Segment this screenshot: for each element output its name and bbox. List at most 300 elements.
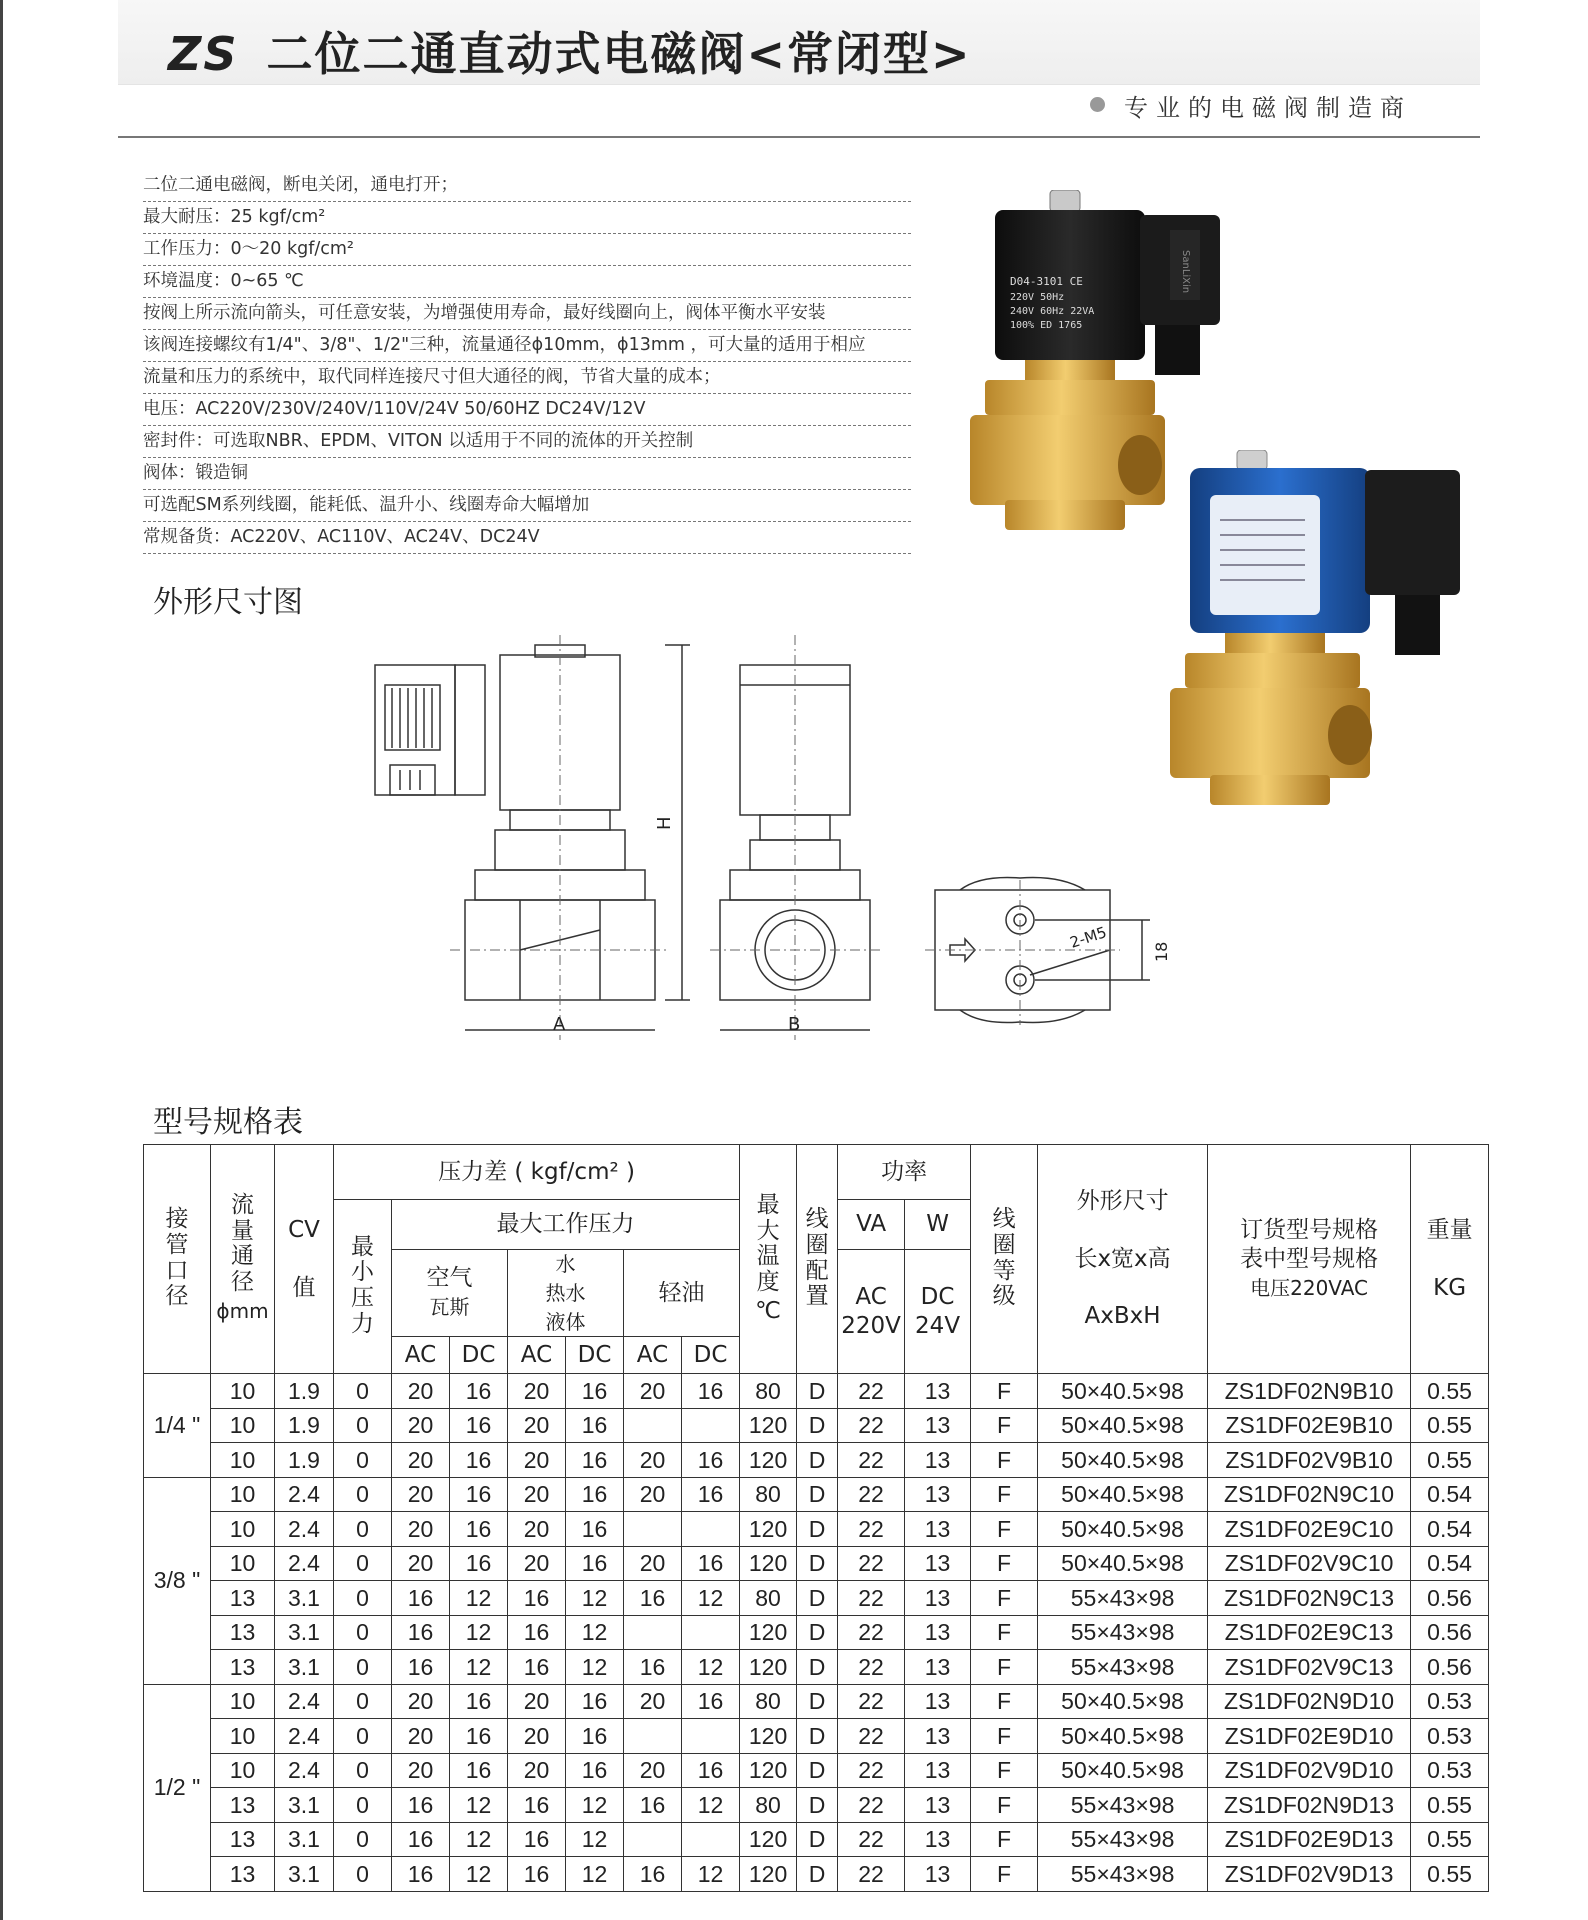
th-ac220: AC 220V	[838, 1250, 905, 1374]
table-cell: D	[797, 1684, 838, 1719]
spec-table-head	[144, 1145, 1489, 1374]
table-row	[144, 1581, 1489, 1616]
table-cell: 0.55	[1411, 1374, 1489, 1409]
table-cell: 3.1	[275, 1857, 334, 1892]
table-cell: 120	[740, 1650, 797, 1685]
table-cell: 16	[392, 1615, 450, 1650]
table-cell: 16	[566, 1443, 624, 1478]
table-cell: 50×40.5×98	[1038, 1443, 1208, 1478]
table-cell: 20	[508, 1684, 566, 1719]
table-cell: 13	[211, 1857, 275, 1892]
table-cell	[682, 1615, 740, 1650]
table-cell: 1.9	[275, 1374, 334, 1409]
th-air-ac: AC	[392, 1337, 450, 1374]
table-cell: 20	[392, 1374, 450, 1409]
table-cell: D	[797, 1650, 838, 1685]
table-cell: 80	[740, 1477, 797, 1512]
table-cell: 12	[682, 1650, 740, 1685]
table-cell: 16	[450, 1719, 508, 1754]
page-edge	[0, 0, 3, 1920]
table-cell: ZS1DF02V9D10	[1208, 1753, 1411, 1788]
table-cell: ZS1DF02E9D13	[1208, 1822, 1411, 1857]
table-cell: 0	[334, 1374, 392, 1409]
table-cell: 0	[334, 1822, 392, 1857]
table-cell: 0	[334, 1477, 392, 1512]
table-cell: 22	[838, 1477, 905, 1512]
table-cell: 13	[905, 1477, 971, 1512]
table-cell: 10	[211, 1408, 275, 1443]
table-cell: 2.4	[275, 1546, 334, 1581]
table-row	[144, 1822, 1489, 1857]
table-cell: 2.4	[275, 1753, 334, 1788]
table-cell: 0	[334, 1615, 392, 1650]
table-cell: D	[797, 1408, 838, 1443]
table-cell	[682, 1822, 740, 1857]
spec-line: 二位二通电磁阀，断电关闭，通电打开；	[143, 170, 911, 202]
table-cell: 12	[682, 1788, 740, 1823]
table-cell: 50×40.5×98	[1038, 1719, 1208, 1754]
table-cell	[682, 1719, 740, 1754]
table-cell: 16	[450, 1684, 508, 1719]
table-cell: 3.1	[275, 1615, 334, 1650]
table-cell: 12	[450, 1581, 508, 1616]
table-cell: 1.9	[275, 1408, 334, 1443]
table-cell: 13	[905, 1374, 971, 1409]
table-cell: 12	[566, 1650, 624, 1685]
table-cell: 10	[211, 1477, 275, 1512]
table-cell: 0	[334, 1788, 392, 1823]
table-cell: 13	[211, 1581, 275, 1616]
section-title-spec-table: 型号规格表	[153, 1105, 303, 1140]
table-cell: 12	[450, 1788, 508, 1823]
table-cell: 20	[624, 1753, 682, 1788]
table-cell: 20	[508, 1546, 566, 1581]
table-cell: 13	[905, 1719, 971, 1754]
table-cell: 20	[392, 1408, 450, 1443]
table-cell: 16	[392, 1857, 450, 1892]
table-cell: F	[971, 1408, 1038, 1443]
table-cell: 0.53	[1411, 1684, 1489, 1719]
title-code: ZS	[168, 27, 239, 81]
table-cell: 80	[740, 1374, 797, 1409]
table-cell: 13	[905, 1443, 971, 1478]
table-cell: D	[797, 1512, 838, 1547]
table-cell: 22	[838, 1408, 905, 1443]
table-row	[144, 1788, 1489, 1823]
table-cell: 50×40.5×98	[1038, 1374, 1208, 1409]
port-size-cell: 3/8 "	[144, 1477, 211, 1684]
dim-18-label: 18	[1152, 941, 1171, 962]
table-cell: 50×40.5×98	[1038, 1512, 1208, 1547]
table-cell: D	[797, 1788, 838, 1823]
table-cell: ZS1DF02N9D10	[1208, 1684, 1411, 1719]
table-cell: 0	[334, 1581, 392, 1616]
table-cell: 22	[838, 1788, 905, 1823]
table-cell: D	[797, 1857, 838, 1892]
table-cell: 16	[508, 1788, 566, 1823]
spec-line: 流量和压力的系统中，取代同样连接尺寸但大通径的阀，节省大量的成本；	[143, 362, 911, 394]
table-cell: 20	[392, 1753, 450, 1788]
table-cell: 20	[508, 1374, 566, 1409]
table-cell: 0	[334, 1753, 392, 1788]
table-cell: ZS1DF02N9C13	[1208, 1581, 1411, 1616]
table-cell: F	[971, 1650, 1038, 1685]
table-cell: D	[797, 1546, 838, 1581]
th-flow: 流量通径 ϕmm	[211, 1145, 275, 1374]
table-cell: 10	[211, 1374, 275, 1409]
th-oil-ac: AC	[624, 1337, 682, 1374]
table-cell: 2.4	[275, 1512, 334, 1547]
th-coil-config: 线圈配置	[797, 1145, 838, 1374]
table-cell: 22	[838, 1443, 905, 1478]
table-cell: 16	[450, 1374, 508, 1409]
table-cell: 0.55	[1411, 1822, 1489, 1857]
table-cell: 13	[211, 1788, 275, 1823]
table-cell	[624, 1408, 682, 1443]
table-cell: 13	[905, 1546, 971, 1581]
table-cell: F	[971, 1512, 1038, 1547]
table-cell: 120	[740, 1512, 797, 1547]
table-row	[144, 1374, 1489, 1409]
spec-table	[143, 1144, 1489, 1892]
table-cell: 12	[566, 1822, 624, 1857]
table-cell	[624, 1512, 682, 1547]
table-cell: 16	[566, 1684, 624, 1719]
spec-line: 电压：AC220V/230V/240V/110V/24V 50/60HZ DC24V/12V	[143, 394, 911, 426]
table-cell: 20	[508, 1408, 566, 1443]
photo-label-1: D04-3101 CE	[1010, 275, 1083, 288]
spec-line: 按阀上所示流向箭头，可任意安装，为增强使用寿命，最好线圈向上，阀体平衡水平安装	[143, 298, 911, 330]
table-cell: 2.4	[275, 1719, 334, 1754]
table-cell: 20	[392, 1443, 450, 1478]
table-cell: 16	[450, 1753, 508, 1788]
spec-line: 密封件：可选取NBR、EPDM、VITON 以适用于不同的流体的开关控制	[143, 426, 911, 458]
table-cell: 3.1	[275, 1788, 334, 1823]
table-cell: D	[797, 1753, 838, 1788]
table-cell: 120	[740, 1719, 797, 1754]
table-cell: 20	[624, 1546, 682, 1581]
table-cell: 50×40.5×98	[1038, 1408, 1208, 1443]
table-cell: 20	[508, 1443, 566, 1478]
page-title	[168, 18, 972, 84]
table-cell: 10	[211, 1719, 275, 1754]
th-water: 水 热水 液体	[508, 1250, 624, 1337]
table-row	[144, 1443, 1489, 1478]
table-cell: ZS1DF02N9B10	[1208, 1374, 1411, 1409]
table-cell: 13	[211, 1822, 275, 1857]
table-cell: 0.56	[1411, 1615, 1489, 1650]
table-cell: D	[797, 1615, 838, 1650]
table-cell: 12	[682, 1857, 740, 1892]
table-cell: 20	[624, 1374, 682, 1409]
table-cell: F	[971, 1477, 1038, 1512]
table-cell: 20	[392, 1684, 450, 1719]
table-row	[144, 1408, 1489, 1443]
table-cell: 55×43×98	[1038, 1615, 1208, 1650]
table-cell: 16	[682, 1374, 740, 1409]
th-air: 空气 瓦斯	[392, 1250, 508, 1337]
dim-b-label: B	[788, 1014, 801, 1035]
table-cell: F	[971, 1753, 1038, 1788]
table-cell: 20	[392, 1719, 450, 1754]
th-va: VA	[838, 1200, 905, 1250]
table-cell: 50×40.5×98	[1038, 1546, 1208, 1581]
table-cell: F	[971, 1719, 1038, 1754]
table-cell: 0.53	[1411, 1753, 1489, 1788]
table-cell: 16	[566, 1408, 624, 1443]
table-cell: 3.1	[275, 1822, 334, 1857]
table-cell: 10	[211, 1512, 275, 1547]
th-w: W	[905, 1200, 971, 1250]
table-cell: D	[797, 1374, 838, 1409]
table-cell: 20	[392, 1477, 450, 1512]
table-cell: 12	[566, 1581, 624, 1616]
table-cell: 22	[838, 1650, 905, 1685]
table-cell: 12	[450, 1615, 508, 1650]
table-row	[144, 1650, 1489, 1685]
table-cell: 22	[838, 1512, 905, 1547]
table-cell: 2.4	[275, 1477, 334, 1512]
table-cell: 13	[905, 1822, 971, 1857]
table-cell	[682, 1512, 740, 1547]
table-cell: 20	[508, 1719, 566, 1754]
table-cell: 3.1	[275, 1650, 334, 1685]
title-text: 二位二通直动式电磁阀<常闭型>	[266, 27, 972, 81]
table-cell: 20	[508, 1512, 566, 1547]
table-cell: 16	[508, 1857, 566, 1892]
table-cell: 13	[905, 1408, 971, 1443]
table-cell	[624, 1822, 682, 1857]
table-cell: 120	[740, 1822, 797, 1857]
th-cv: CV 值	[275, 1145, 334, 1374]
table-cell: D	[797, 1719, 838, 1754]
th-order: 订货型号规格 表中型号规格 电压220VAC	[1208, 1145, 1411, 1374]
th-dims: 外形尺寸 长x宽x高 AxBxH	[1038, 1145, 1208, 1374]
table-cell: F	[971, 1615, 1038, 1650]
table-cell: ZS1DF02V9C10	[1208, 1546, 1411, 1581]
table-cell: 0.54	[1411, 1546, 1489, 1581]
table-cell: ZS1DF02N9D13	[1208, 1788, 1411, 1823]
table-cell: 13	[905, 1512, 971, 1547]
table-cell: 55×43×98	[1038, 1822, 1208, 1857]
table-cell: 16	[392, 1788, 450, 1823]
table-cell: 22	[838, 1374, 905, 1409]
table-cell: 12	[450, 1857, 508, 1892]
table-cell: 0	[334, 1512, 392, 1547]
table-cell: 20	[508, 1753, 566, 1788]
table-cell: 13	[905, 1650, 971, 1685]
table-cell: 16	[392, 1650, 450, 1685]
table-cell: 16	[508, 1650, 566, 1685]
table-cell: 0	[334, 1650, 392, 1685]
th-max-work: 最大工作压力	[392, 1200, 740, 1250]
header-rule	[118, 136, 1480, 138]
table-cell: 1.9	[275, 1443, 334, 1478]
table-cell: 13	[905, 1581, 971, 1616]
table-cell: 120	[740, 1408, 797, 1443]
table-cell: 16	[508, 1581, 566, 1616]
th-dc24: DC 24V	[905, 1250, 971, 1374]
table-row	[144, 1477, 1489, 1512]
table-cell: 16	[624, 1581, 682, 1616]
table-cell: 20	[392, 1546, 450, 1581]
table-cell: F	[971, 1788, 1038, 1823]
th-power: 功率	[838, 1145, 971, 1200]
table-row	[144, 1684, 1489, 1719]
table-cell: 20	[624, 1443, 682, 1478]
table-cell: D	[797, 1822, 838, 1857]
table-cell: ZS1DF02E9B10	[1208, 1408, 1411, 1443]
table-cell: 16	[392, 1581, 450, 1616]
th-pressure-diff: 压力差 ( kgf/cm² )	[334, 1145, 740, 1200]
table-cell: D	[797, 1477, 838, 1512]
table-cell: 2.4	[275, 1684, 334, 1719]
port-size-cell: 1/2 "	[144, 1684, 211, 1891]
table-cell: 12	[450, 1822, 508, 1857]
table-cell: 13	[905, 1615, 971, 1650]
table-cell: 16	[566, 1546, 624, 1581]
table-cell: 16	[450, 1443, 508, 1478]
table-cell: 13	[905, 1684, 971, 1719]
table-cell: 3.1	[275, 1581, 334, 1616]
table-cell: 0	[334, 1443, 392, 1478]
table-row	[144, 1546, 1489, 1581]
spec-line: 该阀连接螺纹有1/4"、3/8"、1/2"三种，流量通径ϕ10mm，ϕ13mm ，可大量的适用于相应	[143, 330, 911, 362]
table-cell: 10	[211, 1684, 275, 1719]
table-cell: 12	[682, 1581, 740, 1616]
table-cell: 13	[211, 1650, 275, 1685]
table-cell: 0.54	[1411, 1512, 1489, 1547]
tagline-dot-icon	[1090, 97, 1105, 112]
table-cell: 22	[838, 1822, 905, 1857]
table-cell: 16	[566, 1477, 624, 1512]
table-cell: ZS1DF02E9D10	[1208, 1719, 1411, 1754]
table-cell: 16	[624, 1857, 682, 1892]
spec-line: 可选配SM系列线圈，能耗低、温升小、线圈寿命大幅增加	[143, 490, 911, 522]
table-cell: 16	[450, 1477, 508, 1512]
dim-thread-label: 2-M5	[1067, 923, 1109, 952]
photo-brand: SanLiXin	[1180, 250, 1191, 294]
table-cell: 20	[392, 1512, 450, 1547]
photo-label-3: 240V 60Hz 22VA	[1010, 306, 1095, 317]
table-cell: 0.55	[1411, 1443, 1489, 1478]
table-cell: 16	[450, 1408, 508, 1443]
table-cell: 80	[740, 1581, 797, 1616]
table-cell: 13	[905, 1753, 971, 1788]
table-cell: 12	[566, 1857, 624, 1892]
table-cell: 12	[566, 1788, 624, 1823]
table-cell: 10	[211, 1443, 275, 1478]
table-cell: 22	[838, 1719, 905, 1754]
table-cell: 16	[566, 1719, 624, 1754]
table-cell: 12	[566, 1615, 624, 1650]
table-cell: F	[971, 1857, 1038, 1892]
table-cell: ZS1DF02V9C13	[1208, 1650, 1411, 1685]
table-cell: 0.56	[1411, 1581, 1489, 1616]
th-water-ac: AC	[508, 1337, 566, 1374]
table-cell: 0	[334, 1408, 392, 1443]
table-cell: F	[971, 1374, 1038, 1409]
table-cell: 22	[838, 1581, 905, 1616]
table-row	[144, 1857, 1489, 1892]
dimension-drawings	[370, 630, 1240, 1050]
table-cell: 120	[740, 1546, 797, 1581]
table-cell: 10	[211, 1753, 275, 1788]
th-port: 接管口径	[144, 1145, 211, 1374]
spec-list	[143, 170, 911, 554]
table-cell: 0	[334, 1684, 392, 1719]
table-cell: 16	[682, 1546, 740, 1581]
th-weight: 重量 KG	[1411, 1145, 1489, 1374]
table-cell: 16	[450, 1512, 508, 1547]
table-cell: ZS1DF02E9C13	[1208, 1615, 1411, 1650]
table-cell: 16	[682, 1684, 740, 1719]
table-cell: 50×40.5×98	[1038, 1753, 1208, 1788]
section-title-dimensions: 外形尺寸图	[153, 585, 303, 620]
dim-a-label: A	[553, 1014, 566, 1035]
table-cell: 16	[508, 1822, 566, 1857]
table-cell: 80	[740, 1684, 797, 1719]
table-cell: 22	[838, 1857, 905, 1892]
table-cell: ZS1DF02V9B10	[1208, 1443, 1411, 1478]
table-row	[144, 1512, 1489, 1547]
table-cell: 20	[508, 1477, 566, 1512]
table-cell: ZS1DF02E9C10	[1208, 1512, 1411, 1547]
table-cell: 0.56	[1411, 1650, 1489, 1685]
table-cell: 16	[450, 1546, 508, 1581]
table-cell: ZS1DF02V9D13	[1208, 1857, 1411, 1892]
table-cell: D	[797, 1443, 838, 1478]
table-cell: 20	[624, 1684, 682, 1719]
table-cell: F	[971, 1546, 1038, 1581]
port-size-cell: 1/4 "	[144, 1374, 211, 1478]
table-cell: 16	[624, 1650, 682, 1685]
table-cell: 50×40.5×98	[1038, 1477, 1208, 1512]
table-cell: 0	[334, 1719, 392, 1754]
table-cell: 13	[905, 1857, 971, 1892]
table-cell: 0.54	[1411, 1477, 1489, 1512]
table-cell: 55×43×98	[1038, 1857, 1208, 1892]
table-cell: 12	[450, 1650, 508, 1685]
dim-h-label: H	[654, 816, 675, 830]
table-row	[144, 1615, 1489, 1650]
table-cell: 16	[566, 1512, 624, 1547]
table-cell: F	[971, 1684, 1038, 1719]
table-cell: 120	[740, 1615, 797, 1650]
photo-label-2: 220V 50Hz	[1010, 292, 1065, 303]
spec-line: 环境温度：0~65 ℃	[143, 266, 911, 298]
th-coil-grade: 线圈等级	[971, 1145, 1038, 1374]
table-cell: 120	[740, 1753, 797, 1788]
table-cell	[624, 1719, 682, 1754]
table-cell: 0.55	[1411, 1408, 1489, 1443]
table-cell: 16	[392, 1822, 450, 1857]
table-cell: F	[971, 1581, 1038, 1616]
table-cell: 0.55	[1411, 1857, 1489, 1892]
table-cell: 16	[508, 1615, 566, 1650]
table-cell: F	[971, 1443, 1038, 1478]
table-cell: F	[971, 1822, 1038, 1857]
th-oil: 轻油	[624, 1250, 740, 1337]
table-cell: 10	[211, 1546, 275, 1581]
table-cell: 13	[905, 1788, 971, 1823]
table-cell: 13	[211, 1615, 275, 1650]
th-oil-dc: DC	[682, 1337, 740, 1374]
photo-label-4: 100% ED 1765	[1010, 320, 1083, 331]
table-cell	[682, 1408, 740, 1443]
spec-line: 常规备货：AC220V、AC110V、AC24V、DC24V	[143, 522, 911, 554]
table-cell: D	[797, 1581, 838, 1616]
